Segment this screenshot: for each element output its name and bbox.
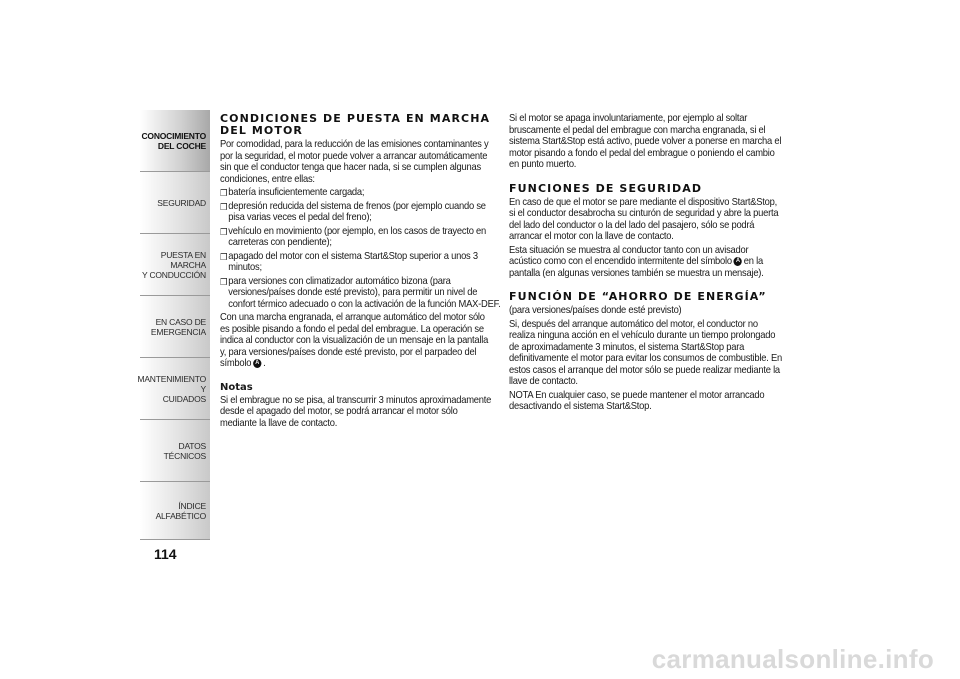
restart-text: Con una marcha engranada, el arranque automático del motor sólo es posible pisando a fondo el pedal del embrague. La operación se indica al conductor con la visualización de un mensaje en la pantalla y, para versiones/países donde esté previsto, por el parpadeo del símbolo (220, 312, 489, 369)
restart-text-end: . (263, 358, 266, 369)
start-stop-symbol-icon: A (734, 257, 742, 266)
stall-paragraph: Si el motor se apaga involuntariamente, por ejemplo al soltar bruscamente el pedal del embrague con marcha engranada, si el sistema Start&Stop está activo, puede volver a ponerse en marcha el motor pisando a fondo el pedal del embrague o poniendo el cambio en punto muerto. (509, 113, 782, 170)
list-item-text: batería insuficientemente cargada; (228, 187, 365, 198)
chapter-tabs (137, 110, 210, 540)
checkbox-bullet-icon: ❒ (220, 251, 228, 262)
tab-label: SEGURIDAD (157, 197, 206, 208)
warning-paragraph (509, 245, 783, 280)
list-item (220, 276, 503, 311)
list-item (220, 251, 503, 274)
tab-conocimiento-del-coche[interactable] (140, 110, 210, 172)
checkbox-bullet-icon: ❒ (220, 226, 228, 237)
tab-en-caso-de-emergencia[interactable] (140, 296, 210, 358)
list-item-text: vehículo en movimiento (por ejemplo, en los casos de trayecto en carreteras con pendiente); (228, 225, 487, 248)
safety-paragraph: En caso de que el motor se pare mediante el dispositivo Start&Stop, si el conductor desabrocha su cinturón de seguridad y abre la puerta del lado del conductor o la del lado del pasajero, sólo se podrá arrancar el motor con la llave de contacto. (509, 196, 779, 242)
notes-heading: Notas (220, 381, 253, 393)
nota-paragraph: NOTA En cualquier caso, se puede mantener el motor arrancado desactivando el sistema Start&Stop. (509, 389, 765, 412)
list-item (220, 226, 503, 249)
list-item-text: apagado del motor con el sistema Start&Stop superior a unos 3 minutos; (228, 250, 478, 273)
watermark: carmanualsonline.info (651, 644, 934, 674)
warning-text-end: en la pantalla (en algunas versiones también se muestra un mensaje). (509, 256, 764, 279)
section-heading: CONDICIONES DE PUESTA EN MARCHA DEL MOTOR (220, 112, 491, 137)
versions-note: (para versiones/países donde esté previsto) (509, 305, 682, 316)
page-number: 114 (154, 546, 177, 562)
list-item-text: para versiones con climatizador automático bizona (para versiones/países donde esté previsto), para permitir un nivel de confort térmico adecuado o con la activación de la función MAX-DEF. (228, 275, 501, 310)
notes-paragraph: Si el embrague no se pisa, al transcurrir 3 minutos aproximadamente desde el apagado del motor, se podrá arrancar el motor sólo mediante la llave de contacto. (220, 394, 492, 429)
left-column (220, 112, 501, 431)
tab-datos-tecnicos[interactable] (140, 420, 210, 482)
start-stop-symbol-icon: A (253, 359, 261, 368)
tab-seguridad[interactable] (140, 172, 210, 234)
tab-label: EN CASO DE EMERGENCIA (150, 316, 206, 337)
safety-heading: FUNCIONES DE SEGURIDAD (509, 181, 703, 195)
tab-label: DATOS TÉCNICOS (163, 440, 206, 461)
energy-saving-paragraph: Si, después del arranque automático del motor, el conductor no realiza ninguna acción en el vehículo durante un tiempo prolongado de aproximadamente 3 minutos, el sistema Start&Stop para definitivamente el motor para evitar los consumos de combustible. En estos casos el arranque del motor sólo se puede realizar mediante la llave de contacto. (509, 318, 782, 387)
list-item (220, 201, 503, 224)
tab-puesta-en-marcha[interactable] (140, 234, 210, 296)
tab-label: PUESTA EN MARCHA Y CONDUCCIÓN (141, 249, 206, 280)
intro-paragraph: Por comodidad, para la reducción de las emisiones contaminantes y por la seguridad, el motor puede volver a arrancar automáticamente sin que el conductor tenga que hacer nada, si se cumplen algunas condiciones, entre ellas: (220, 139, 489, 185)
tab-indice-alfabetico[interactable] (140, 482, 210, 540)
warning-text: Esta situación se muestra al conductor tanto con un avisador acústico como con el encendido intermitente del símbolo (509, 244, 749, 267)
checkbox-bullet-icon: ❒ (220, 188, 228, 198)
right-column (509, 113, 785, 415)
tab-label: CONOCIMIENTO DEL COCHE (141, 130, 206, 151)
list-item (220, 187, 503, 199)
list-item-text: depresión reducida del sistema de frenos (por ejemplo cuando se pisa varias veces el pedal del freno); (228, 200, 486, 223)
checkbox-bullet-icon: ❒ (220, 276, 228, 287)
energy-saving-heading: FUNCIÓN DE “AHORRO DE ENERGÍA” (509, 290, 767, 303)
restart-paragraph (220, 312, 494, 370)
tab-label: MANTENIMIENTO Y CUIDADOS (137, 373, 206, 404)
tab-mantenimiento[interactable] (137, 358, 210, 420)
tab-label: ÍNDICE ALFABÉTICO (155, 500, 206, 521)
checkbox-bullet-icon: ❒ (220, 201, 228, 212)
